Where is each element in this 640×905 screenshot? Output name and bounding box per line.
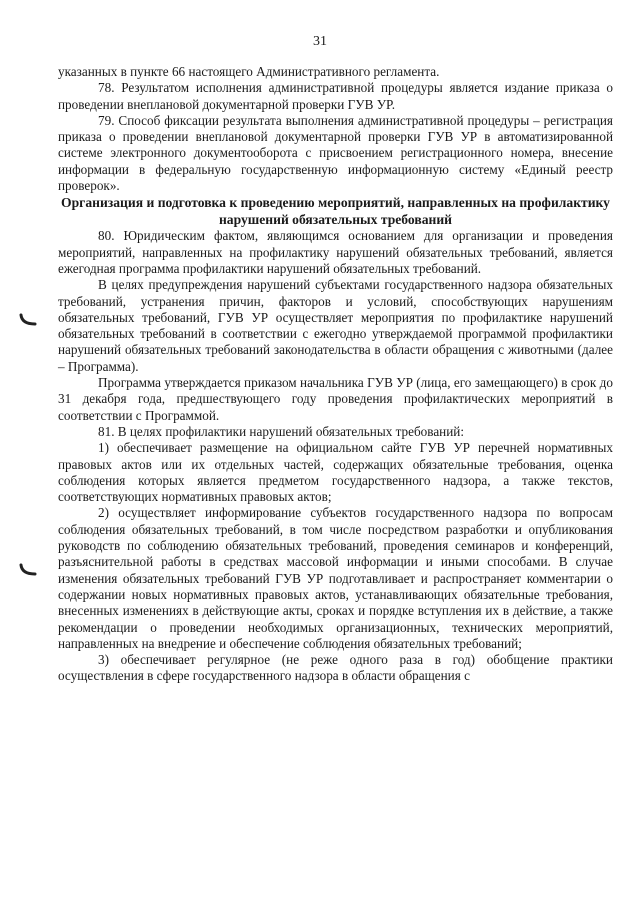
paragraph: указанных в пункте 66 настоящего Административного регламента. [58, 64, 440, 79]
paragraph-81: 81. В целях профилактики нарушений обязательных требований: [98, 423, 465, 439]
list-item: 1) обеспечивает размещение на официальном сайте ГУВ УР перечней нормативных правовых актов или их отдельных частей, содержащих обязательные требования, оценка соблюдения которых является предметом государственного надзора, а также текстов, соответствующих нормативных правовых актов; [58, 440, 613, 505]
paragraph: Программа утверждается приказом начальника ГУВ УР (лица, его замещающего) в срок до 31 декабря года, предшествующего году проведения профилактических мероприятий в соответствии с Программой. [58, 375, 613, 423]
paragraph-80: 80. Юридическим фактом, являющимся основанием для организации и проведения мероприятий, направленных на профилактику нарушений обязательных требований, является ежегодная программа профилактики нарушений обязательных требований. [58, 228, 613, 276]
punch-hole-mark [18, 313, 38, 327]
document-body [58, 64, 613, 685]
paragraph-79: 79. Способ фиксации результата выполнения административной процедуры – регистрация приказа о проведении внеплановой документарной проверки ГУВ УР в автоматизированной системе электронного документооборота с присвоением регистрационного номера, внесение информации в федеральную государственную информационную систему «Единый реестр проверок». [58, 112, 613, 194]
list-item: 3) обеспечивает регулярное (не реже одного раза в год) обобщение практики осуществления в сфере государственного надзора в области обращения с [58, 652, 613, 684]
punch-hole-mark [18, 563, 38, 577]
paragraph: В целях предупреждения нарушений субъектами государственного надзора обязательных требований, устранения причин, факторов и условий, способствующих нарушениям обязательных требований, ГУВ УР осуществляет мероприятия по профилактике нарушений обязательных требований в соответствии с ежегодно утверждаемой программой профилактики нарушений обязательных требований законодательства в области обращения с животными (далее – Программа). [58, 277, 613, 374]
page-number: 31 [313, 34, 327, 49]
section-heading: Организация и подготовка к проведению мероприятий, направленных на профилактику нарушений обязательных требований [61, 195, 610, 228]
paragraph-78: 78. Результатом исполнения административной процедуры является издание приказа о проведении внеплановой документарной проверки ГУВ УР. [58, 80, 613, 112]
list-item: 2) осуществляет информирование субъектов государственного надзора по вопросам соблюдения обязательных требований, в том числе посредством разработки и опубликования руководств по соблюдению обязательных требований, проведения семинаров и конференций, разъяснительной работы в средствах массовой информации и иными способами. В случае изменения обязательных требований ГУВ УР подготавливает и распространяет комментарии о содержании новых нормативных правовых актов, устанавливающих обязательные требования, внесенных изменениях в действующие акты, сроках и порядке вступления их в действие, а также рекомендации о проведении необходимых организационных, технических мероприятий, направленных на внедрение и обеспечение соблюдения обязательных требований; [58, 505, 613, 651]
